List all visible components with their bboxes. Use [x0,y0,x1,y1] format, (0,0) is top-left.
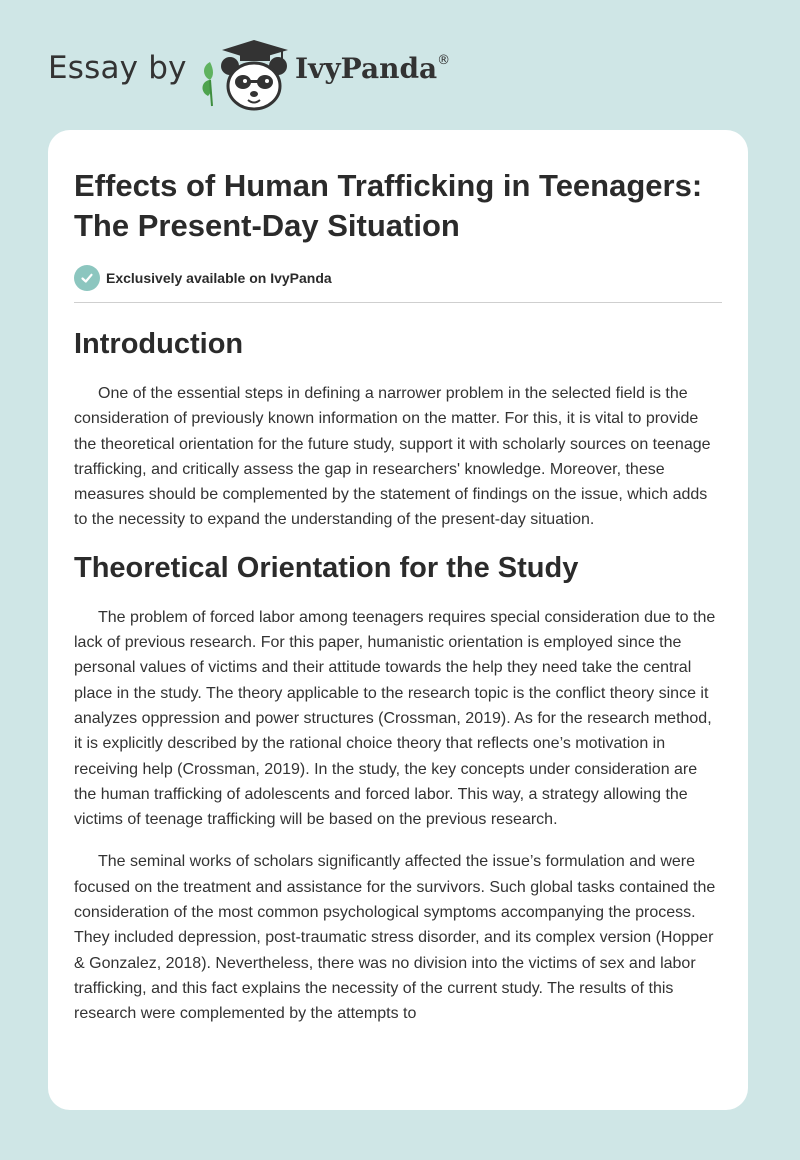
exclusive-badge [74,264,722,292]
trademark-symbol: ® [437,52,451,68]
brand-prefix: Essay by [48,50,187,86]
section-heading-introduction: Introduction [74,328,244,360]
badge-label: Exclusively available on IvyPanda [106,270,332,286]
panda-graduate-icon[interactable] [196,36,296,112]
site-header [0,0,800,130]
paragraph: The problem of forced labor among teenagers requires special consideration due to the lack of previous research. For this paper, humanistic orientation is employed since the personal values of victims and their attitude towards the help they need take the central place in the study. The theory applicable to the research topic is the conflict theory since it analyzes oppression and power structures (Crossman, 2019). As for the research method, it is explicitly described by the rational choice theory that reflects one’s motivation in receiving help (Crossman, 2019). In the study, the key concepts under consideration are the human trafficking of adolescents and forced labor. This way, a strategy allowing the victims of teenage trafficking will be based on the previous research. [74,608,716,829]
paragraph: One of the essential steps in defining a narrower problem in the selected field is the consideration of previously known information on the matter. For this, it is vital to provide the theoretical orientation for the future study, support it with scholarly sources on teenage trafficking, and critically assess the gap in researchers' knowledge. Moreover, these measures should be complemented by the statement of findings on the issue, which adds to the necessity to expand the understanding of the present-day situation. [74,385,711,529]
brand-name[interactable]: IvyPanda® [295,52,451,85]
essay-card [48,130,748,1110]
essay-content [74,166,722,1027]
divider [74,302,722,303]
check-circle-icon [74,265,100,291]
section-heading-theoretical-orientation: Theoretical Orientation for the Study [74,551,579,584]
essay-title: Effects of Human Trafficking in Teenagers: The Present-Day Situation [74,168,703,243]
paragraph: The seminal works of scholars significantly affected the issue’s formulation and were focused on the treatment and assistance for the survivors. Such global tasks contained the consideration of the most common psychological symptoms accompanying the process. They included depression, post-traumatic stress disorder, and its complex version (Hopper & Gonzalez, 2018). Nevertheless, there was no division into the victims of sex and labor trafficking, and this fact explains the necessity of the current study. The results of this research were complemented by the attempts to [74,853,716,1023]
